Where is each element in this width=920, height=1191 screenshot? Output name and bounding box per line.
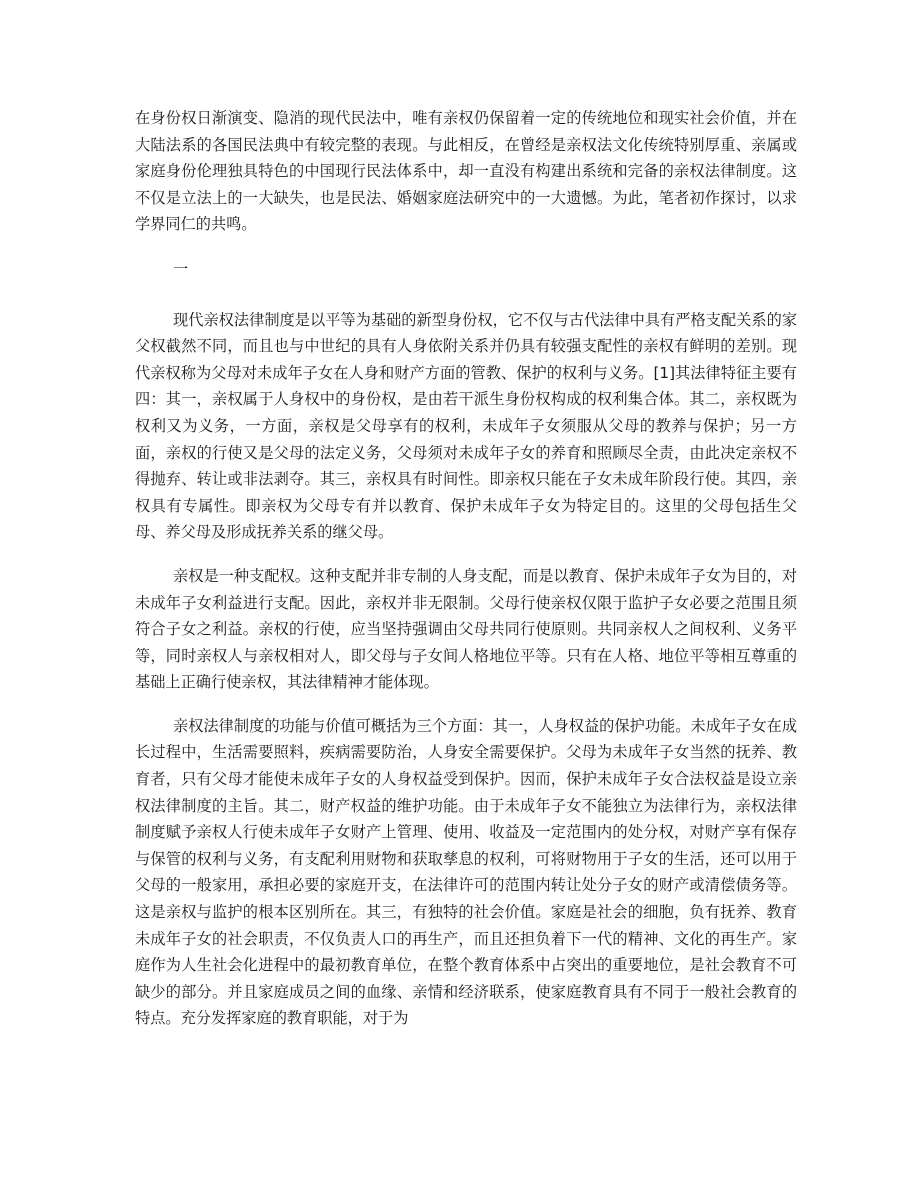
intro-paragraph: 在身份权日渐演变、隐消的现代民法中，唯有亲权仍保留着一定的传统地位和现实社会价值，并在大陆法系的各国民法典中有较完整的表现。与此相反，在曾经是亲权法文化传统特别厚重、亲属或家庭身份伦理独具特色的中国现行民法体系中，却一直没有构建出系统和完备的亲权法律制度。这不仅是立法上的一大缺失，也是民法、婚姻家庭法研究中的一大遗憾。为此，笔者初作探讨，以求学界同仁的共鸣。 [135, 109, 797, 234]
body-paragraph-2: 亲权是一种支配权。这种支配并非专制的人身支配，而是以教育、保护未成年子女为目的，对未成年子女利益进行支配。因此，亲权并非无限制。父母行使亲权仅限于监护子女必要之范围且须符合子女之利益。亲权的行使，应当坚持强调由父母共同行使原则。共同亲权人之间权利、义务平等，同时亲权人与亲权相对人，即父母与子女间人格地位平等。只有在人格、地位平等相互尊重的基础上正确行使亲权，其法律精神才能体现。 [135, 566, 797, 692]
body-paragraph-1: 现代亲权法律制度是以平等为基础的新型身份权，它不仅与古代法律中具有严格支配关系的家父权截然不同，而且也与中世纪的具有人身依附关系并仍具有较强支配性的亲权有鲜明的差别。现代亲权称为父母对未成年子女在人身和财产方面的管教、保护的权利与义务。[1]其法律特征主要有四：其一，亲权属于人身权中的身份权，是由若干派生身份权构成的权利集合体。其二，亲权既为权利又为义务，一方面，亲权是父母享有的权利，未成年子女须服从父母的教养与保护；另一方面，亲权的行使又是父母的法定义务，父母须对未成年子女的养育和照顾尽全责，由此决定亲权不得抛弃、转让或非法剥夺。其三，亲权具有时间性。即亲权只能在子女未成年阶段行使。其四，亲权具有专属性。即亲权为父母专有并以教育、保护未成年子女为特定目的。这里的父母包括生父母、养父母及形成抚养关系的继父母。 [135, 310, 797, 542]
body-paragraph-3: 亲权法律制度的功能与价值可概括为三个方面：其一，人身权益的保护功能。未成年子女在成长过程中，生活需要照料，疾病需要防治，人身安全需要保护。父母为未成年子女当然的抚养、教育者，只有父母才能使未成年子女的人身权益受到保护。因而，保护未成年子女合法权益是设立亲权法律制度的主旨。其二，财产权益的维护功能。由于未成年子女不能独立为法律行为，亲权法律制度赋予亲权人行使未成年子女财产上管理、使用、收益及一定范围内的处分权，对财产享有保存与保管的权利与义务，有支配利用财物和获取孳息的权利，可将财物用于子女的生活，还可以用于父母的一般家用，承担必要的家庭开支，在法律许可的范围内转让处分子女的财产或清偿债务等。这是亲权与监护的根本区别所在。其三，有独特的社会价值。家庭是社会的细胞，负有抚养、教育未成年子女的社会职责，不仅负责人口的再生产，而且还担负着下一代的精神、文化的再生产。家庭作为人生社会化进程中的最初教育单位，在整个教育体系中占突出的重要地位，是社会教育不可缺少的部分。并且家庭成员之间的血缘、亲情和经济联系，使家庭教育具有不同于一般社会教育的特点。充分发挥家庭的教育职能，对于为 [135, 716, 797, 1028]
section-heading: 一 [173, 259, 189, 278]
document-page [135, 105, 797, 1032]
